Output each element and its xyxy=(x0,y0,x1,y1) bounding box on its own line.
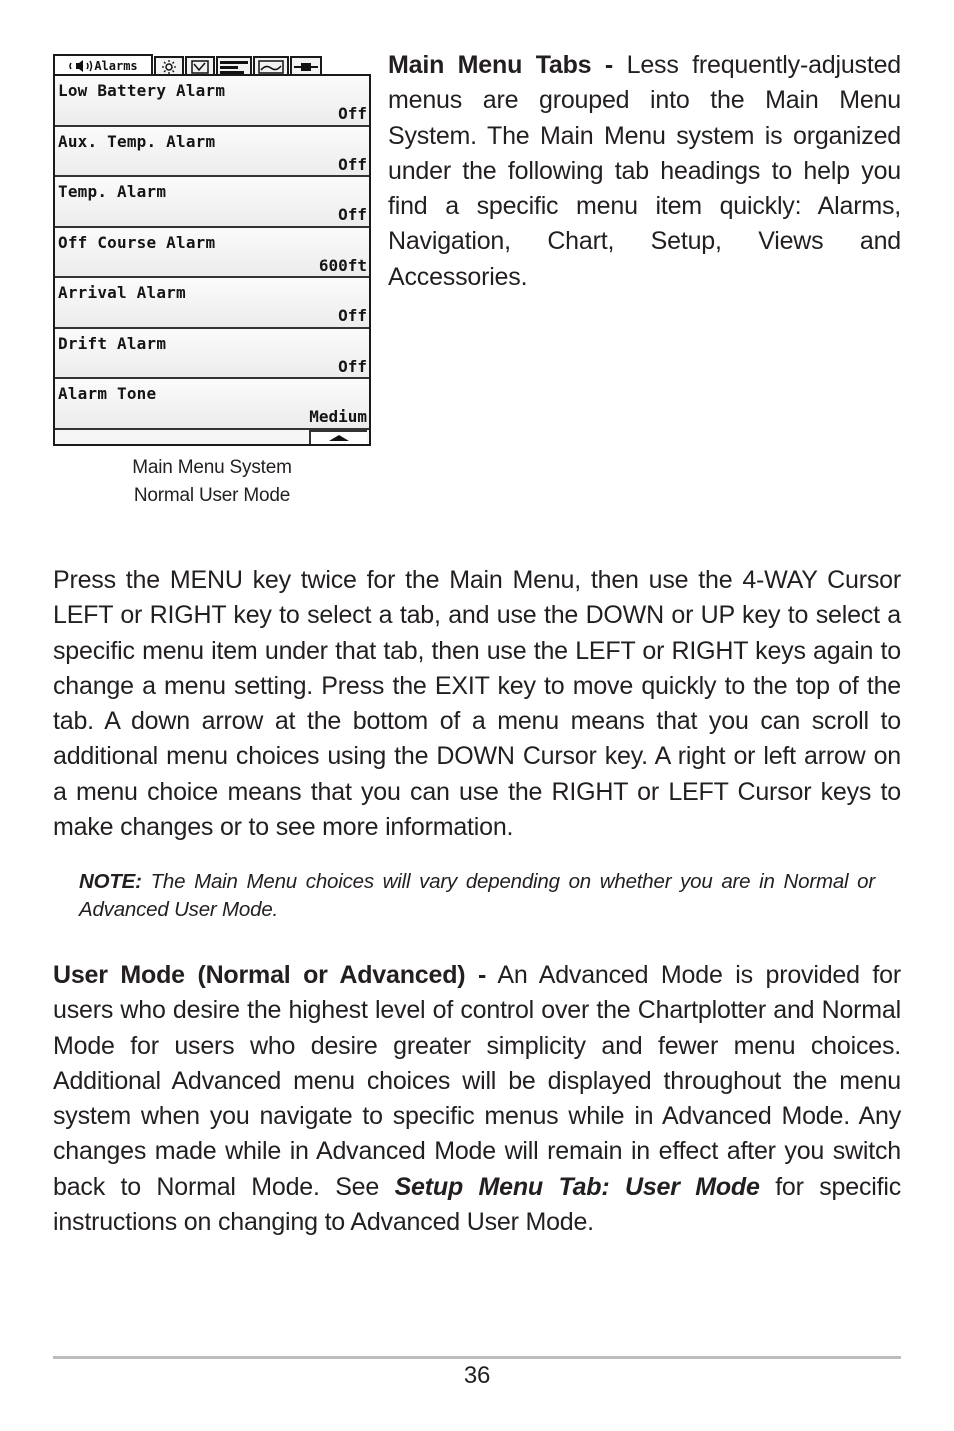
sun-icon xyxy=(161,60,177,74)
accessories-icon xyxy=(294,61,318,73)
tab-accessories xyxy=(290,56,322,76)
scroll-up-indicator xyxy=(309,430,367,444)
figure-caption xyxy=(53,454,371,510)
caption-line: Main Menu System xyxy=(132,457,292,478)
triangle-up-icon xyxy=(327,429,351,447)
tab-navigation xyxy=(216,56,252,76)
navigation-icon xyxy=(220,60,248,74)
cross-reference: Setup Menu Tab: User Mode xyxy=(394,1172,760,1201)
menu-item xyxy=(55,76,369,127)
menu-item-value: Off xyxy=(338,104,367,123)
main-menu-screenshot xyxy=(53,54,371,446)
menu-item xyxy=(55,177,369,228)
menu-item xyxy=(55,329,369,380)
paragraph-text: Less frequently-adjusted menus are grouped into the Main Menu System. The Main Menu system is organized under the following tab headings to help you find a specific menu item quickly: Alarms, Navigation, Chart, Setup, Views and Accessories. xyxy=(388,51,901,291)
views-icon xyxy=(258,60,284,74)
note-text: The Main Menu choices will vary depending on whether you are in Normal or Advanced User Mode. xyxy=(79,870,875,921)
tab-alarms xyxy=(53,54,153,76)
tab-views xyxy=(253,56,289,76)
menu-tab-bar xyxy=(53,54,371,76)
note xyxy=(79,868,875,924)
menu-item-label: Drift Alarm xyxy=(58,333,167,353)
menu-item-value: Off xyxy=(338,356,367,376)
note-label: NOTE: xyxy=(79,870,142,893)
menu-item-value: Off xyxy=(338,205,367,224)
menu-item xyxy=(55,379,369,430)
menu-item xyxy=(55,228,369,279)
menu-item xyxy=(55,127,369,178)
section-heading: User Mode (Normal or Advanced) - xyxy=(53,961,487,989)
menu-item-label: Arrival Alarm xyxy=(58,283,186,302)
paragraph-text: An Advanced Mode is provided for users who desire the highest level of control over the Chartplotter and Normal Mode for users who desire greater simplicity and fewer menu choices. Additional Advanced menu choices will be displayed throughout the menu system when you navigate to specific menus while in Advanced Mode. Any changes made while in Advanced Mode will remain in effect after you switch back to Normal Mode. See xyxy=(53,961,901,1201)
menu-item-value: Medium xyxy=(309,407,367,426)
menu-item-label: Alarm Tone xyxy=(58,384,157,403)
menu-item-label: Low Battery Alarm xyxy=(58,81,226,100)
menu-item-value: 600ft xyxy=(318,255,367,275)
chart-icon xyxy=(191,60,209,74)
menu-item-label: Aux. Temp. Alarm xyxy=(58,131,216,151)
tab-chart xyxy=(185,56,215,76)
user-mode-paragraph xyxy=(53,958,901,1240)
menu-navigation-paragraph: Press the MENU key twice for the Main Menu, then use the 4-WAY Cursor LEFT or RIGHT key to select a tab, and use the DOWN or UP key to select a specific menu item under that tab, then use the LEFT or RIGHT keys again to change a menu setting. Press the EXIT key to move quickly to the top of the tab. A down arrow at the bottom of a menu means that you can scroll to additional menu choices using the DOWN Cursor key. A right or left arrow on a menu choice means that you can use the RIGHT or LEFT Cursor keys to make changes or to see more information. xyxy=(53,566,901,842)
alarms-menu-list xyxy=(53,74,371,446)
caption-line: Normal User Mode xyxy=(133,485,291,506)
footer-divider xyxy=(53,1356,901,1359)
tab-alarms-label: Alarms xyxy=(94,59,138,73)
main-menu-tabs-paragraph xyxy=(388,48,901,295)
page-number: 36 xyxy=(463,1362,491,1389)
alarm-speaker-icon xyxy=(68,60,94,72)
menu-item xyxy=(55,278,369,329)
paragraph-text: for specific instructions on changing to Advanced User Mode. xyxy=(53,1172,901,1237)
menu-item-value: Off xyxy=(338,154,367,174)
menu-item-label: Temp. Alarm xyxy=(58,182,167,201)
menu-item-value: Off xyxy=(338,306,367,325)
menu-item-label: Off Course Alarm xyxy=(58,232,216,252)
tab-setup xyxy=(154,56,184,76)
section-heading: Main Menu Tabs - xyxy=(388,51,614,79)
